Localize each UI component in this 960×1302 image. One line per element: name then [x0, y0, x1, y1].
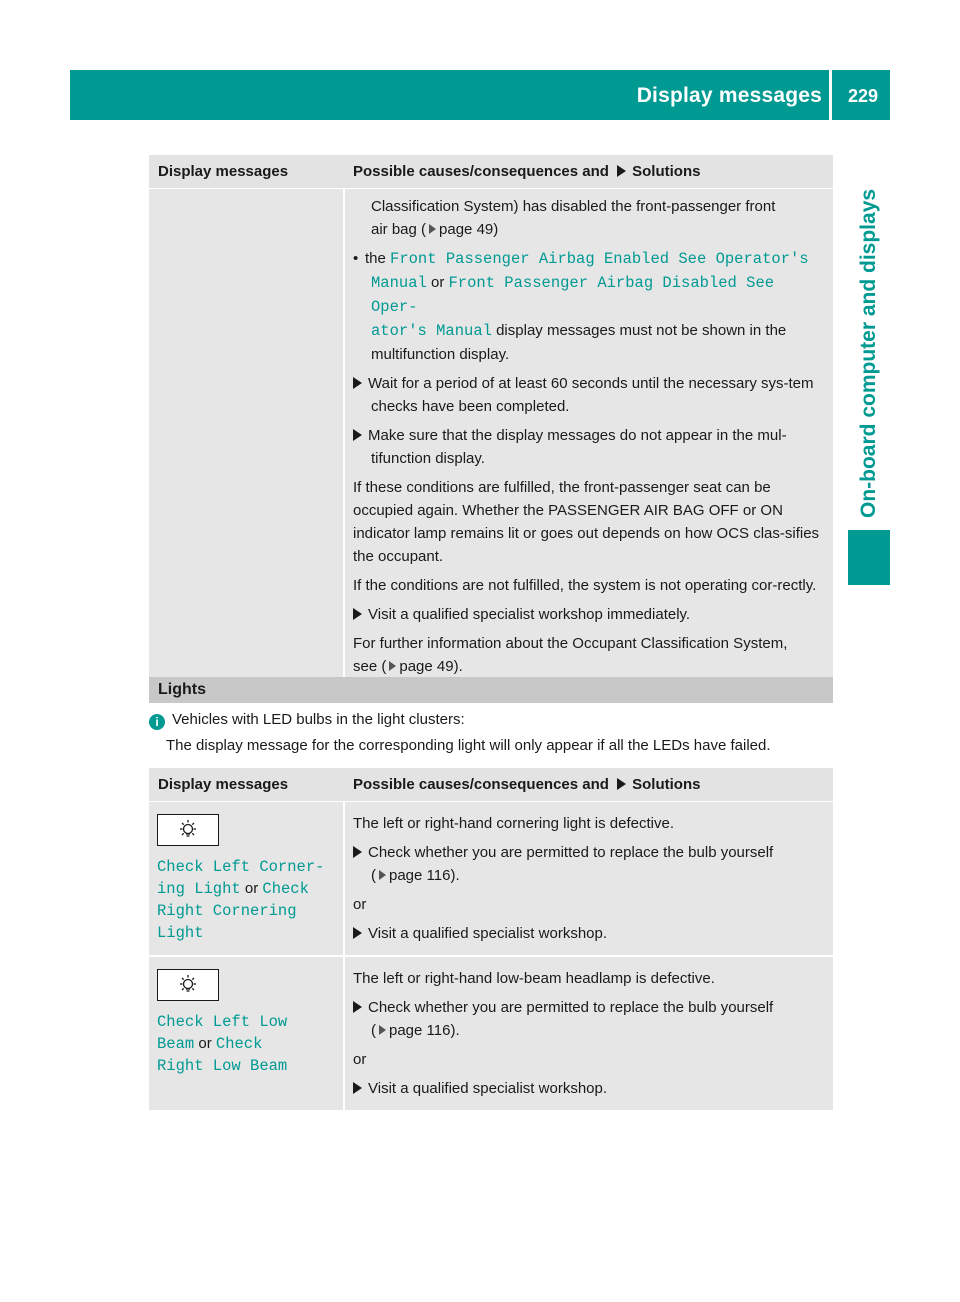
continued-text-2: air bag (	[371, 221, 427, 238]
col-header-display-messages: Display messages	[149, 155, 344, 189]
page-ref: page 49)	[439, 221, 499, 238]
section-side-tab: On-board computer and displays	[857, 188, 880, 518]
paragraph-text: For further information about the Occupant Classification System,	[353, 635, 788, 652]
arrow-icon	[353, 927, 362, 939]
cause-text: The left or right-hand cornering light is defective.	[353, 815, 674, 832]
arrow-icon	[353, 846, 362, 858]
display-message-text: ing Light	[157, 880, 241, 898]
page-header-title: Display messages	[636, 84, 822, 107]
list-item	[353, 247, 823, 366]
step-text: Visit a qualified specialist workshop.	[368, 1080, 608, 1097]
instruction-step	[353, 424, 823, 470]
section-heading-lights: Lights	[149, 677, 833, 703]
col-header-causes-text: Possible causes/consequences and	[353, 776, 609, 793]
or-text: or	[353, 896, 367, 913]
lamp-icon	[157, 814, 219, 846]
arrow-icon	[353, 429, 362, 441]
step-text: Wait for a period of at least 60 seconds until the necessary sys-tem checks have been completed.	[368, 375, 814, 415]
col-header-causes-text: Possible causes/consequences and	[353, 163, 609, 180]
or-text: or	[244, 880, 259, 897]
arrow-icon	[353, 377, 362, 389]
page-ref: page 49).	[399, 658, 463, 675]
step-text: (	[371, 867, 376, 884]
display-message-text: Manual	[371, 274, 427, 292]
info-icon: i	[149, 714, 165, 730]
display-message-text: Light	[157, 924, 204, 942]
message-cell	[149, 956, 344, 1111]
display-message-text: ator's Manual	[371, 322, 492, 340]
col-header-causes	[344, 155, 833, 189]
table-row	[149, 956, 833, 1111]
or-text: or	[353, 1051, 367, 1068]
page-ref-icon	[379, 1025, 386, 1035]
step-text: Check whether you are permitted to replace the bulb yourself	[368, 844, 774, 861]
step-text: Visit a qualified specialist workshop.	[368, 925, 608, 942]
empty-message-cell	[149, 189, 344, 690]
col-header-causes	[344, 768, 833, 802]
step-text: Make sure that the display messages do not appear in the mul-tifunction display.	[368, 427, 787, 467]
step-text: Visit a qualified specialist workshop immediately.	[368, 606, 691, 623]
page-number: 229	[847, 86, 879, 106]
page-ref-icon	[389, 661, 396, 671]
paragraph	[353, 632, 823, 678]
continued-text: Classification System) has disabled the front-passenger front	[371, 198, 776, 215]
step-text: Check whether you are permitted to replace the bulb yourself	[368, 999, 774, 1016]
instruction-step	[353, 922, 823, 945]
causes-cell	[344, 956, 833, 1111]
instruction-step	[353, 1077, 823, 1100]
or-text: or	[198, 1035, 212, 1052]
display-message-text: Right Cornering	[157, 902, 297, 920]
page-ref: page 116).	[389, 867, 460, 884]
display-messages-table-continued	[149, 155, 833, 690]
bullet-text: multifunction display.	[371, 346, 510, 363]
info-text: Vehicles with LED bulbs in the light clusters:	[172, 711, 465, 728]
side-tab-marker	[848, 530, 890, 585]
bullet-text: the	[365, 250, 386, 267]
arrow-icon	[353, 1082, 362, 1094]
instruction-step	[353, 841, 823, 887]
display-message-text: Front Passenger Airbag Enabled See Operator's	[390, 250, 809, 268]
lights-display-messages-table	[149, 768, 833, 1112]
cause-text: The left or right-hand low-beam headlamp is defective.	[353, 970, 715, 987]
header-separator	[829, 70, 832, 120]
paragraph: If these conditions are fulfilled, the front-passenger seat can be occupied again. Whether the PASSENGER AIR BAG OFF or ON indicator lamp remains lit or goes out depends on how OCS clas-sifies the occupant.	[353, 479, 820, 565]
instruction-step	[353, 996, 823, 1042]
col-header-display-messages: Display messages	[149, 768, 344, 802]
instruction-step	[353, 372, 823, 418]
info-note-text-2: The display message for the corresponding light will only appear if all the LEDs have failed.	[166, 737, 771, 754]
bullet-text: display messages must not be shown in the	[496, 322, 787, 339]
arrow-icon	[353, 1001, 362, 1013]
page-ref: page 116).	[389, 1022, 460, 1039]
page-ref-icon	[429, 224, 436, 234]
causes-cell	[344, 802, 833, 957]
display-message-text: Check Left Low	[157, 1013, 288, 1031]
lamp-icon	[157, 969, 219, 1001]
col-header-solutions-text: Solutions	[632, 163, 701, 180]
message-cell	[149, 802, 344, 957]
display-message-text: Check	[262, 880, 309, 898]
page-ref-icon	[379, 870, 386, 880]
paragraph: If the conditions are not fulfilled, the system is not operating cor-rectly.	[353, 577, 817, 594]
display-message-text: Right Low Beam	[157, 1057, 288, 1075]
display-message-text: Check Left Corner‐	[157, 858, 325, 876]
continued-causes-cell	[344, 189, 833, 690]
display-message-text: Check	[215, 1035, 263, 1053]
arrow-icon	[353, 608, 362, 620]
bullet-icon: •	[353, 250, 359, 267]
step-text: (	[371, 1022, 376, 1039]
info-note	[149, 711, 465, 730]
col-header-solutions-text: Solutions	[632, 776, 701, 793]
instruction-step	[353, 603, 823, 626]
table-row	[149, 802, 833, 957]
display-message-text: Beam	[157, 1035, 195, 1053]
arrow-icon	[617, 165, 626, 177]
display-message-text: Front Passenger Airbag Disabled See Oper‐	[371, 274, 775, 316]
or-text: or	[430, 274, 445, 291]
paragraph-text: see (	[353, 658, 387, 675]
arrow-icon	[617, 778, 626, 790]
